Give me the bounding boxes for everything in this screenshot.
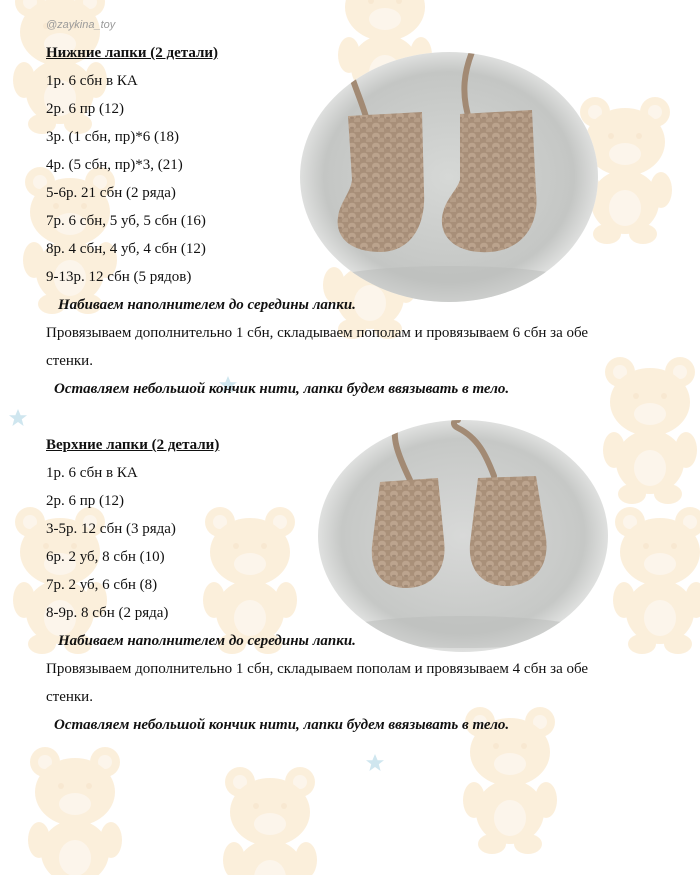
instruction-paragraph-line: стенки. <box>46 689 93 705</box>
instruction-paragraph-line: стенки. <box>46 353 93 369</box>
upper-paws-photo <box>318 420 608 652</box>
yarn-tail-note: Оставляем небольшой кончик нити, лапки будем ввязывать в тело. <box>54 717 510 733</box>
pattern-row: 8р. 4 сбн, 4 уб, 4 сбн (12) <box>46 241 206 257</box>
pattern-row: 8-9р. 8 сбн (2 ряда) <box>46 605 169 621</box>
yarn-tail-note: Оставляем небольшой кончик нити, лапки будем ввязывать в тело. <box>54 381 510 397</box>
pattern-row: 1р. 6 сбн в КА <box>46 465 138 481</box>
pattern-row: 3р. (1 сбн, пр)*6 (18) <box>46 129 180 145</box>
section-title-lower-paws: Нижние лапки (2 детали) <box>46 45 219 61</box>
instruction-paragraph-line: Провязываем дополнительно 1 сбн, складываем пополам и провязываем 4 сбн за обе <box>46 661 589 677</box>
pattern-row: 7р. 6 сбн, 5 уб, 5 сбн (16) <box>46 213 206 229</box>
stuffing-note: Набиваем наполнителем до середины лапки. <box>58 633 356 649</box>
stuffing-note: Набиваем наполнителем до середины лапки. <box>58 297 356 313</box>
author-watermark: @zaykina_toy <box>46 19 116 31</box>
pattern-row: 2р. 6 пр (12) <box>46 493 125 509</box>
section-title-upper-paws: Верхние лапки (2 детали) <box>46 437 220 453</box>
lower-paws-photo <box>300 52 598 302</box>
pattern-row: 6р. 2 уб, 8 сбн (10) <box>46 549 165 565</box>
pattern-row: 7р. 2 уб, 6 сбн (8) <box>46 577 158 593</box>
pattern-row: 2р. 6 пр (12) <box>46 101 125 117</box>
pattern-row: 1р. 6 сбн в КА <box>46 73 138 89</box>
pattern-row: 5-6р. 21 сбн (2 ряда) <box>46 185 176 201</box>
pattern-row: 9-13р. 12 сбн (5 рядов) <box>46 269 192 285</box>
pattern-row: 3-5р. 12 сбн (3 ряда) <box>46 521 176 537</box>
instruction-paragraph-line: Провязываем дополнительно 1 сбн, складываем пополам и провязываем 6 сбн за обе <box>46 325 589 341</box>
pattern-row: 4р. (5 сбн, пр)*3, (21) <box>46 157 183 173</box>
